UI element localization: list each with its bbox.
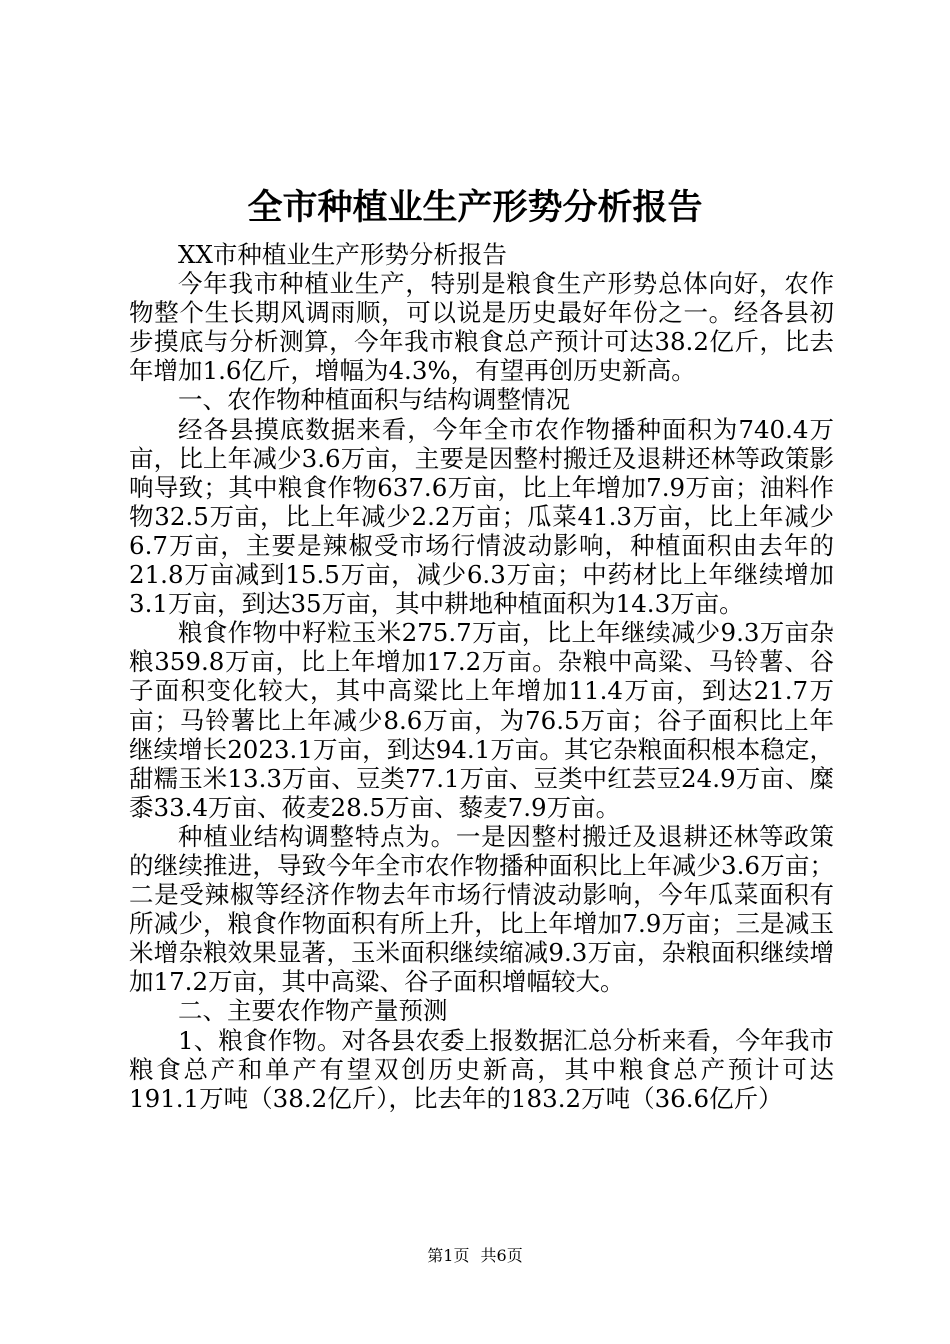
paragraph-grain-yield: 1、粮食作物。对各县农委上报数据汇总分析来看，今年我市粮食总产和单产有望双创历史新高，其中粮食总产预计可达191.1万吨（38.2亿斤），比去年的183.2万吨（36.6亿斤） — [129, 1025, 834, 1113]
paragraph-subtitle: XX市种植业生产形势分析报告 — [178, 240, 507, 269]
paragraph-intro: 今年我市种植业生产，特别是粮食生产形势总体向好，农作物整个生长期风调雨顺，可以说是历史最好年份之一。经各县初步摸底与分析测算，今年我市粮食总产预计可达38.2亿斤，比去年增加1.6亿斤，增幅为4.3%，有望再创历史新高。 — [129, 269, 834, 386]
page-number: 第1页 — [427, 1246, 470, 1265]
paragraph-planting-area: 经各县摸底数据来看，今年全市农作物播种面积为740.4万亩，比上年减少3.6万亩，主要是因整村搬迁及退耕还林等政策影响导致；其中粮食作物637.6万亩，比上年增加7.9万亩；油料作物32.5万亩，比上年减少2.2万亩；瓜菜41.3万亩，比上年减少6.7万亩，主要是辣椒受市场行情波动影响，种植面积由去年的21.8万亩减到15.5万亩，减少6.3万亩；中药材比上年继续增加3.1万亩，到达35万亩，其中耕地种植面积为14.3万亩。 — [129, 414, 834, 619]
document-title: 全市种植业生产形势分析报告 — [247, 188, 703, 228]
paragraph-structure-features: 种植业结构调整特点为。一是因整村搬迁及退耕还林等政策的继续推进，导致今年全市农作物播种面积比上年减少3.6万亩；二是受辣椒等经济作物去年市场行情波动影响，今年瓜菜面积有所减少，粮食作物面积有所上升，比上年增加7.9万亩；三是减玉米增杂粮效果显著，玉米面积继续缩减9.3万亩，杂粮面积继续增加17.2万亩，其中高粱、谷子面积增幅较大。 — [129, 821, 834, 997]
section-heading-2: 二、主要农作物产量预测 — [178, 996, 448, 1026]
page-footer — [0, 1243, 950, 1266]
paragraph-grain-crops: 粮食作物中籽粒玉米275.7万亩，比上年继续减少9.3万亩杂粮359.8万亩，比上年增加17.2万亩。杂粮中高粱、马铃薯、谷子面积变化较大，其中高粱比上年增加11.4万亩，到达21.7万亩；马铃薯比上年减少8.6万亩，为76.5万亩；谷子面积比上年继续增长2023.1万亩，到达94.1万亩。其它杂粮面积根本稳定，甜糯玉米13.3万亩、豆类77.1万亩、豆类中红芸豆24.9万亩、糜黍33.4万亩、莜麦28.5万亩、藜麦7.9万亩。 — [129, 618, 834, 822]
document-body — [129, 240, 834, 1113]
section-heading-1: 一、农作物种植面积与结构调整情况 — [178, 385, 570, 415]
page-total: 共6页 — [480, 1246, 523, 1265]
